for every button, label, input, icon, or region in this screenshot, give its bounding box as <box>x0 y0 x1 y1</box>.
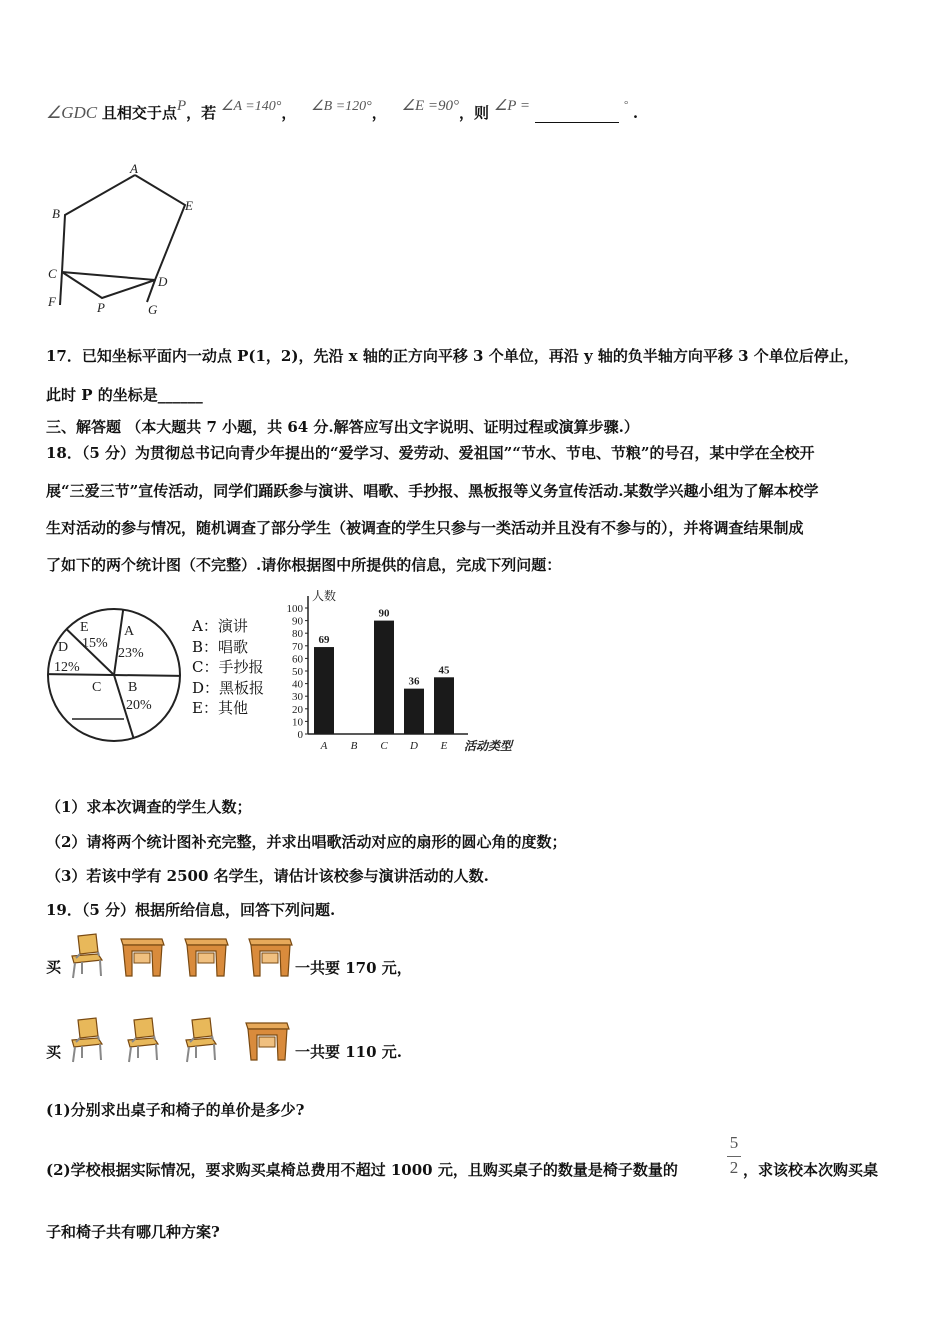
x-tick-label-b: B <box>350 740 358 752</box>
q18-sub-3: （3）若该中学有 2500 名学生，请估计该校参与演讲活动的人数. <box>46 867 489 885</box>
q18-line-1: 18．（5 分）为贯彻总书记向青少年提出的“爱学习、爱劳动、爱祖国”“节水、节电、节粮”的号召，某中学在全校开 <box>46 444 815 462</box>
label-e: E <box>185 198 193 213</box>
chair-icon <box>64 1016 108 1066</box>
pie-label-c: C <box>92 680 102 695</box>
bar-value-label-e: 45 <box>438 664 450 677</box>
pie-divider-b <box>114 675 180 676</box>
buy-label-1: 买 <box>46 958 62 976</box>
q19-sub-1: (1)分别求出桌子和椅子的单价是多少? <box>46 1101 305 1119</box>
bar-c <box>374 621 394 734</box>
degree-sign: ° <box>623 99 629 111</box>
y-tick-label: 100 <box>286 603 303 615</box>
row-2-price: 一共要 110 元. <box>295 1043 402 1061</box>
x-tick-label-c: C <box>380 740 388 752</box>
y-tick-label: 70 <box>292 640 303 653</box>
q16-text-1: 且相交于点 <box>101 104 177 122</box>
answer-blank <box>535 106 619 123</box>
q18-line-4: 了如下的两个统计图（不完整）.请你根据图中所提供的信息，完成下列问题： <box>46 556 562 574</box>
pie-label-b: B <box>128 680 138 695</box>
legend-c: C：手抄报 <box>192 658 264 676</box>
legend-d: D：黑板报 <box>192 678 265 697</box>
label-c: C <box>48 266 57 281</box>
fraction-denominator: 2 <box>729 1158 739 1177</box>
pie-label-d: D <box>58 640 69 655</box>
angle-e: ∠E =90° <box>401 98 460 114</box>
row-1-price: 一共要 170 元， <box>295 959 412 977</box>
label-a: A <box>130 161 138 176</box>
q19-sub-2a: (2)学校根据实际情况，要求购买桌椅总费用不超过 1000 元，且购买桌子的数量是椅子数量的 <box>46 1161 678 1179</box>
pie-legend <box>192 616 264 719</box>
x-axis-label: 活动类型 <box>464 739 513 753</box>
y-axis-label: 人数 <box>312 589 337 603</box>
angle-b: ∠B =120° <box>311 99 372 114</box>
pie-chart <box>44 605 184 745</box>
q17-line-2: 此时 P 的坐标是______ <box>46 386 203 404</box>
desk-icon <box>118 936 166 980</box>
y-tick-label: 40 <box>292 678 303 691</box>
pie-pct-b: 20% <box>126 698 152 713</box>
bar-a <box>314 647 334 734</box>
y-tick-label: 60 <box>292 653 303 666</box>
x-tick-label-a: A <box>320 740 328 752</box>
fraction-numerator: 5 <box>729 1133 739 1152</box>
q19-title: 19．（5 分）根据所给信息，回答下列问题. <box>46 901 336 919</box>
angle-gdc: ∠GDC <box>46 103 98 122</box>
chair-icon <box>120 1016 164 1066</box>
legend-b: B：唱歌 <box>192 637 249 656</box>
pie-label-e: E <box>80 620 89 635</box>
bar-value-label-a: 69 <box>318 634 330 647</box>
legend-e: E：其他 <box>192 699 248 717</box>
chair-icon <box>178 1016 222 1066</box>
q18-line-3: 生对活动的参与情况，随机调查了部分学生（被调查的学生只参与一类活动并且没有不参与的），并将调查结果制成 <box>46 519 804 537</box>
angle-p: ∠P = <box>493 98 531 114</box>
q18-line-2: 展“三爱三节”宣传活动，同学们踊跃参与演讲、唱歌、手抄报、黑板报等义务宣传活动.某数学兴趣小组为了解本校学 <box>46 482 819 500</box>
x-tick-label-e: E <box>440 740 448 752</box>
label-f: F <box>48 294 56 309</box>
desk-icon <box>182 936 230 980</box>
fraction-bar <box>727 1156 741 1157</box>
comma-2: ， <box>371 104 387 122</box>
q17-line-1: 17．已知坐标平面内一动点 P(1，2)，先沿 x 轴的正方向平移 3 个单位，再沿 y 轴的负半轴方向平移 3 个单位后停止， <box>46 347 859 365</box>
bar-value-label-d: 36 <box>408 675 420 688</box>
pentagon-figure <box>40 160 210 320</box>
chair-icon <box>64 932 108 982</box>
bar-value-label-c: 90 <box>378 607 390 620</box>
point-p: P <box>176 98 187 114</box>
q19-sub-2c: 子和椅子共有哪几种方案? <box>46 1223 220 1241</box>
y-tick-label: 0 <box>297 729 303 741</box>
x-tick-label-d: D <box>410 740 418 752</box>
y-tick-label: 10 <box>292 716 303 729</box>
q19-sub-2b: ，求该校本次购买桌 <box>743 1161 879 1179</box>
comma-1: ， <box>281 104 297 122</box>
q18-sub-1: （1）求本次调查的学生人数； <box>46 798 252 816</box>
q16-end: . <box>632 104 639 122</box>
desk-icon <box>243 1020 291 1064</box>
bar-d <box>404 689 424 734</box>
q18-sub-2: （2）请将两个统计图补充完整，并求出唱歌活动对应的扇形的圆心角的度数； <box>46 833 567 851</box>
label-g: G <box>148 302 158 317</box>
pie-pct-a: 23% <box>118 646 144 661</box>
y-tick-label: 50 <box>292 666 303 678</box>
bar-chart <box>278 588 528 758</box>
pie-pct-e: 15% <box>82 636 108 651</box>
buy-label-2: 买 <box>46 1043 62 1061</box>
pie-label-a: A <box>124 624 135 639</box>
legend-a: A：演讲 <box>192 617 248 635</box>
y-tick-label: 80 <box>292 628 303 641</box>
label-d: D <box>158 274 168 289</box>
pie-pct-d: 12% <box>54 660 80 675</box>
bar-e <box>434 677 454 734</box>
q16-text-3: ，则 <box>459 104 490 122</box>
section-3-title: 三、解答题 （本大题共 7 小题，共 64 分.解答应写出文字说明、证明过程或演算步骤.） <box>46 418 639 436</box>
q16-text-2: ，若 <box>186 104 217 122</box>
y-tick-label: 90 <box>292 615 303 628</box>
desk-icon <box>246 936 294 980</box>
q16-line <box>46 98 639 123</box>
y-tick-label: 20 <box>292 703 303 716</box>
pie-divider-a <box>114 610 123 675</box>
y-tick-label: 30 <box>292 691 303 704</box>
label-b: B <box>52 206 60 221</box>
label-p: P <box>97 300 105 315</box>
angle-a: ∠A =140° <box>220 99 282 114</box>
